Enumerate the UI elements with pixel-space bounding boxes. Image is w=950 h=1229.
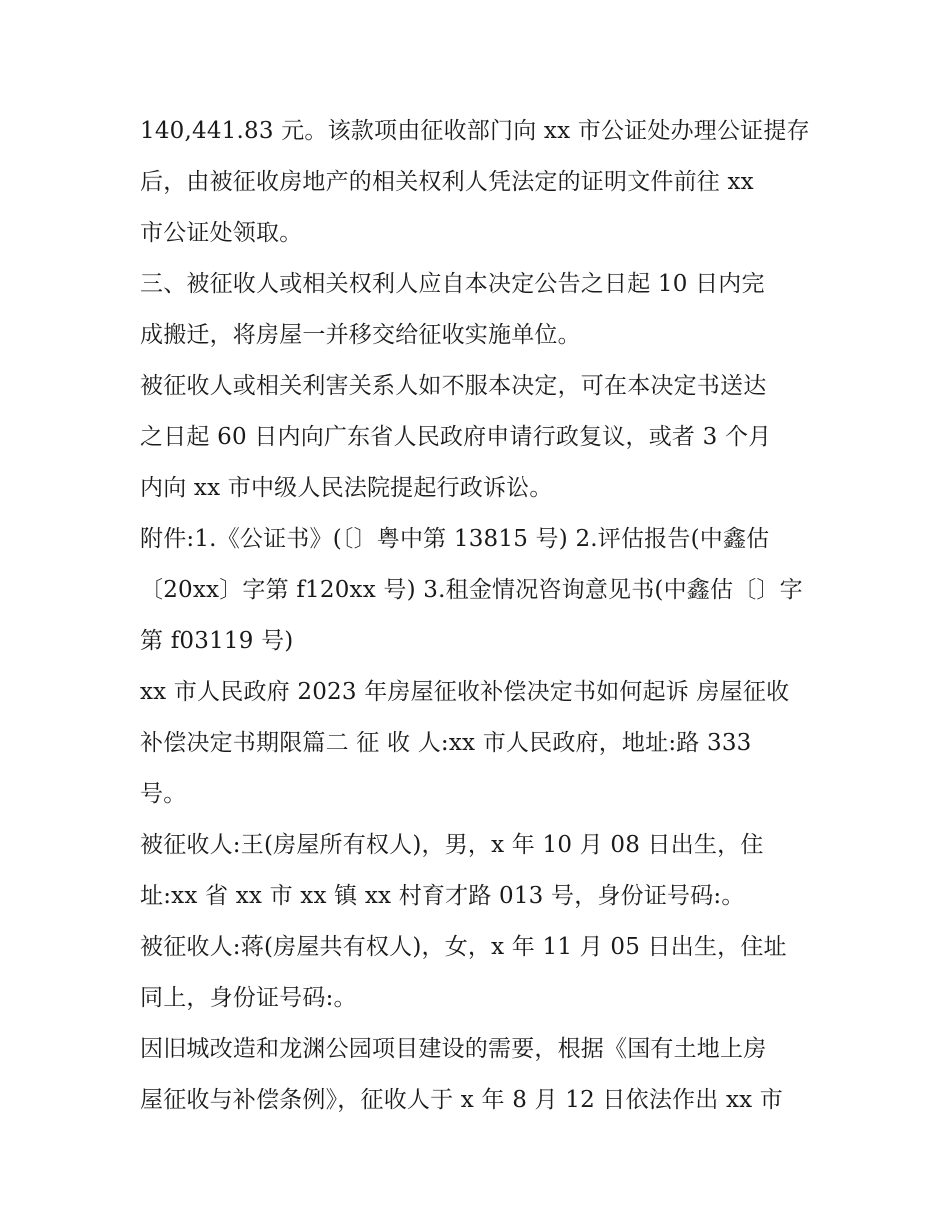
text-line: 补偿决定书期限篇二 征 收 人:xx 市人民政府，地址:路 333 bbox=[140, 730, 752, 756]
text-line: 同上，身份证号码:。 bbox=[140, 985, 357, 1011]
text-line: 附件:1.《公证书》(〔〕粤中第 13815 号) 2.评估报告(中鑫估 bbox=[140, 526, 770, 552]
text-line: 被征收人或相关利害关系人如不服本决定，可在本决定书送达 bbox=[140, 373, 767, 399]
text-line: 140,441.83 元。该款项由征收部门向 xx 市公证处办理公证提存 bbox=[140, 118, 810, 144]
text-line: 号。 bbox=[140, 781, 187, 807]
text-line: xx 市人民政府 2023 年房屋征收补偿决定书如何起诉 房屋征收 bbox=[140, 679, 790, 705]
text-line: 市公证处领取。 bbox=[140, 220, 303, 246]
text-line: 〔20xx〕字第 f120xx 号) 3.租金情况咨询意见书(中鑫估〔〕字 bbox=[140, 577, 803, 603]
text-line: 成搬迁，将房屋一并移交给征收实施单位。 bbox=[140, 322, 581, 348]
text-line: 被征收人:蒋(房屋共有权人)，女，x 年 11 月 05 日出生，住址 bbox=[140, 934, 787, 960]
document-body bbox=[140, 106, 820, 1126]
text-line: 内向 xx 市中级人民法院提起行政诉讼。 bbox=[140, 475, 553, 501]
text-line: 因旧城改造和龙渊公园项目建设的需要，根据《国有土地上房 bbox=[140, 1036, 767, 1062]
text-line: 后，由被征收房地产的相关权利人凭法定的证明文件前往 xx bbox=[140, 169, 754, 195]
text-line: 址:xx 省 xx 市 xx 镇 xx 村育才路 013 号，身份证号码:。 bbox=[140, 883, 745, 909]
text-line: 之日起 60 日内向广东省人民政府申请行政复议，或者 3 个月 bbox=[140, 424, 772, 450]
text-line: 屋征收与补偿条例》，征收人于 x 年 8 月 12 日依法作出 xx 市 bbox=[140, 1087, 784, 1113]
text-line: 被征收人:王(房屋所有权人)，男，x 年 10 月 08 日出生，住 bbox=[140, 832, 764, 858]
text-line: 三、被征收人或相关权利人应自本决定公告之日起 10 日内完 bbox=[140, 271, 765, 297]
text-line: 第 f03119 号) bbox=[140, 628, 294, 654]
